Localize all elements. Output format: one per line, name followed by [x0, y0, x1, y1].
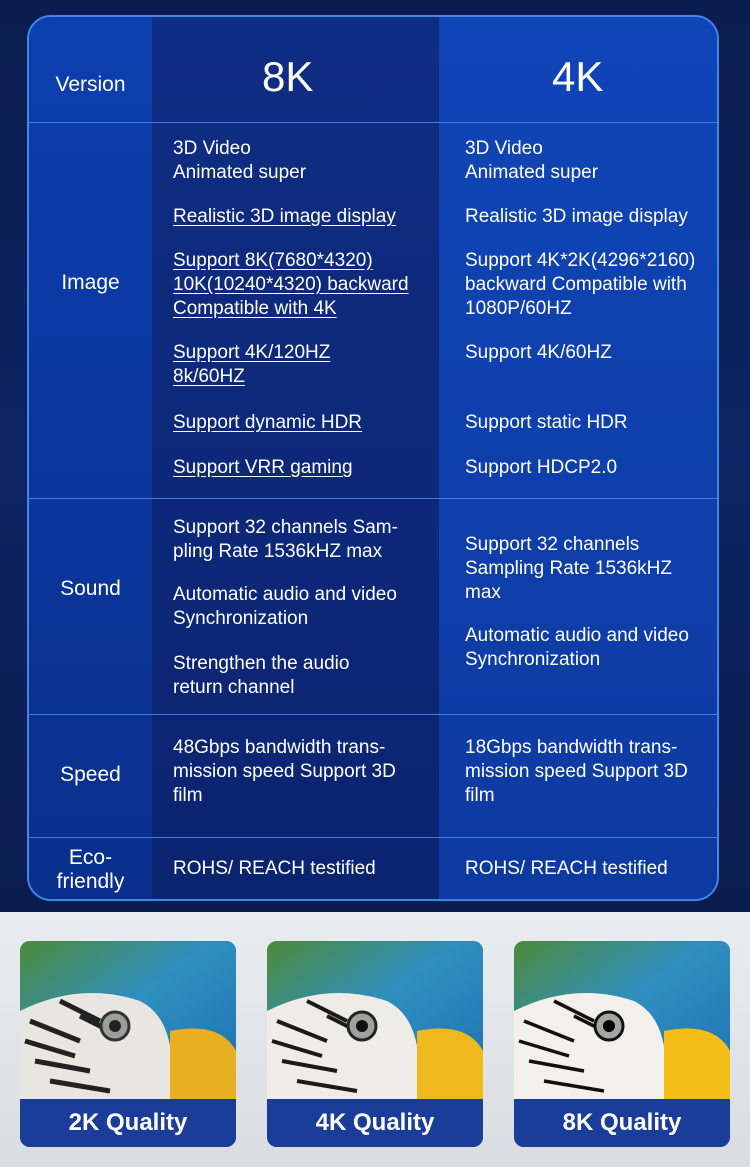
image-8k-line: Realistic 3D image display [173, 206, 396, 227]
image-8k-line: Support 4K/120HZ [173, 342, 331, 363]
speed-4k-line: film [465, 785, 495, 806]
eco-8k: ROHS/ REACH testified [173, 858, 376, 879]
comparison-table [27, 15, 719, 901]
divider [29, 714, 719, 715]
row-label-eco: Eco- [68, 846, 113, 869]
divider [29, 498, 719, 499]
quality-label: 2K Quality [20, 1099, 236, 1147]
quality-card-2k [20, 941, 236, 1147]
sound-4k-line: Automatic audio and video [465, 625, 689, 646]
image-4k-line: Realistic 3D image display [465, 206, 688, 227]
row-label-eco-2: friendly [56, 870, 125, 893]
image-4k-line: backward Compatible with [465, 274, 687, 295]
image-8k-line: Support dynamic HDR [173, 412, 363, 433]
image-4k-line: Support HDCP2.0 [465, 457, 618, 478]
image-8k-line: Compatible with 4K [173, 298, 337, 319]
image-4k-line: 1080P/60HZ [465, 298, 572, 319]
quality-card-8k [514, 941, 730, 1147]
parrot-image [20, 941, 236, 1099]
header-8k: 8K [262, 53, 314, 100]
sound-8k-line: Synchronization [173, 608, 309, 629]
quality-label: 4K Quality [267, 1099, 483, 1147]
row-label-image: Image [61, 271, 120, 294]
sound-4k-line: Synchronization [465, 649, 601, 670]
sound-4k-line: max [465, 582, 501, 603]
parrot-image [514, 941, 730, 1099]
image-4k-line: 3D Video [465, 138, 543, 159]
image-4k-line: Animated super [465, 162, 599, 183]
header-4k: 4K [552, 53, 604, 100]
image-4k-line: Support 4K/60HZ [465, 342, 612, 363]
sound-4k-line: Support 32 channels [465, 534, 640, 555]
version-label: Version [55, 73, 126, 96]
sound-8k-line: Strengthen the audio [173, 653, 350, 674]
image-8k-line: 3D Video [173, 138, 251, 159]
speed-4k-line: mission speed Support 3D [465, 761, 688, 782]
image-8k-line: 10K(10240*4320) backward [173, 274, 409, 295]
divider [29, 837, 719, 838]
parrot-image [267, 941, 483, 1099]
eco-4k: ROHS/ REACH testified [465, 858, 668, 879]
speed-4k-line: 18Gbps bandwidth trans- [465, 737, 678, 758]
speed-8k-line: mission speed Support 3D [173, 761, 396, 782]
row-label-sound: Sound [60, 577, 121, 600]
image-8k-line: Animated super [173, 162, 307, 183]
image-8k-line: Support 8K(7680*4320) [173, 250, 373, 271]
quality-card-4k [267, 941, 483, 1147]
divider [29, 122, 719, 123]
sound-8k-line: return channel [173, 677, 295, 698]
image-4k-line: Support 4K*2K(4296*2160) [465, 250, 696, 271]
speed-8k-line: film [173, 785, 203, 806]
sound-8k-line: Support 32 channels Sam- [173, 517, 398, 538]
speed-8k-line: 48Gbps bandwidth trans- [173, 737, 386, 758]
image-8k-line: Support VRR gaming [173, 457, 353, 478]
image-8k-line: 8k/60HZ [173, 366, 245, 387]
sound-8k-line: pling Rate 1536kHZ max [173, 541, 383, 562]
sound-4k-line: Sampling Rate 1536kHZ [465, 558, 672, 579]
sound-8k-line: Automatic audio and video [173, 584, 397, 605]
row-label-speed: Speed [60, 763, 121, 786]
image-4k-line: Support static HDR [465, 412, 628, 433]
quality-label: 8K Quality [514, 1099, 730, 1147]
